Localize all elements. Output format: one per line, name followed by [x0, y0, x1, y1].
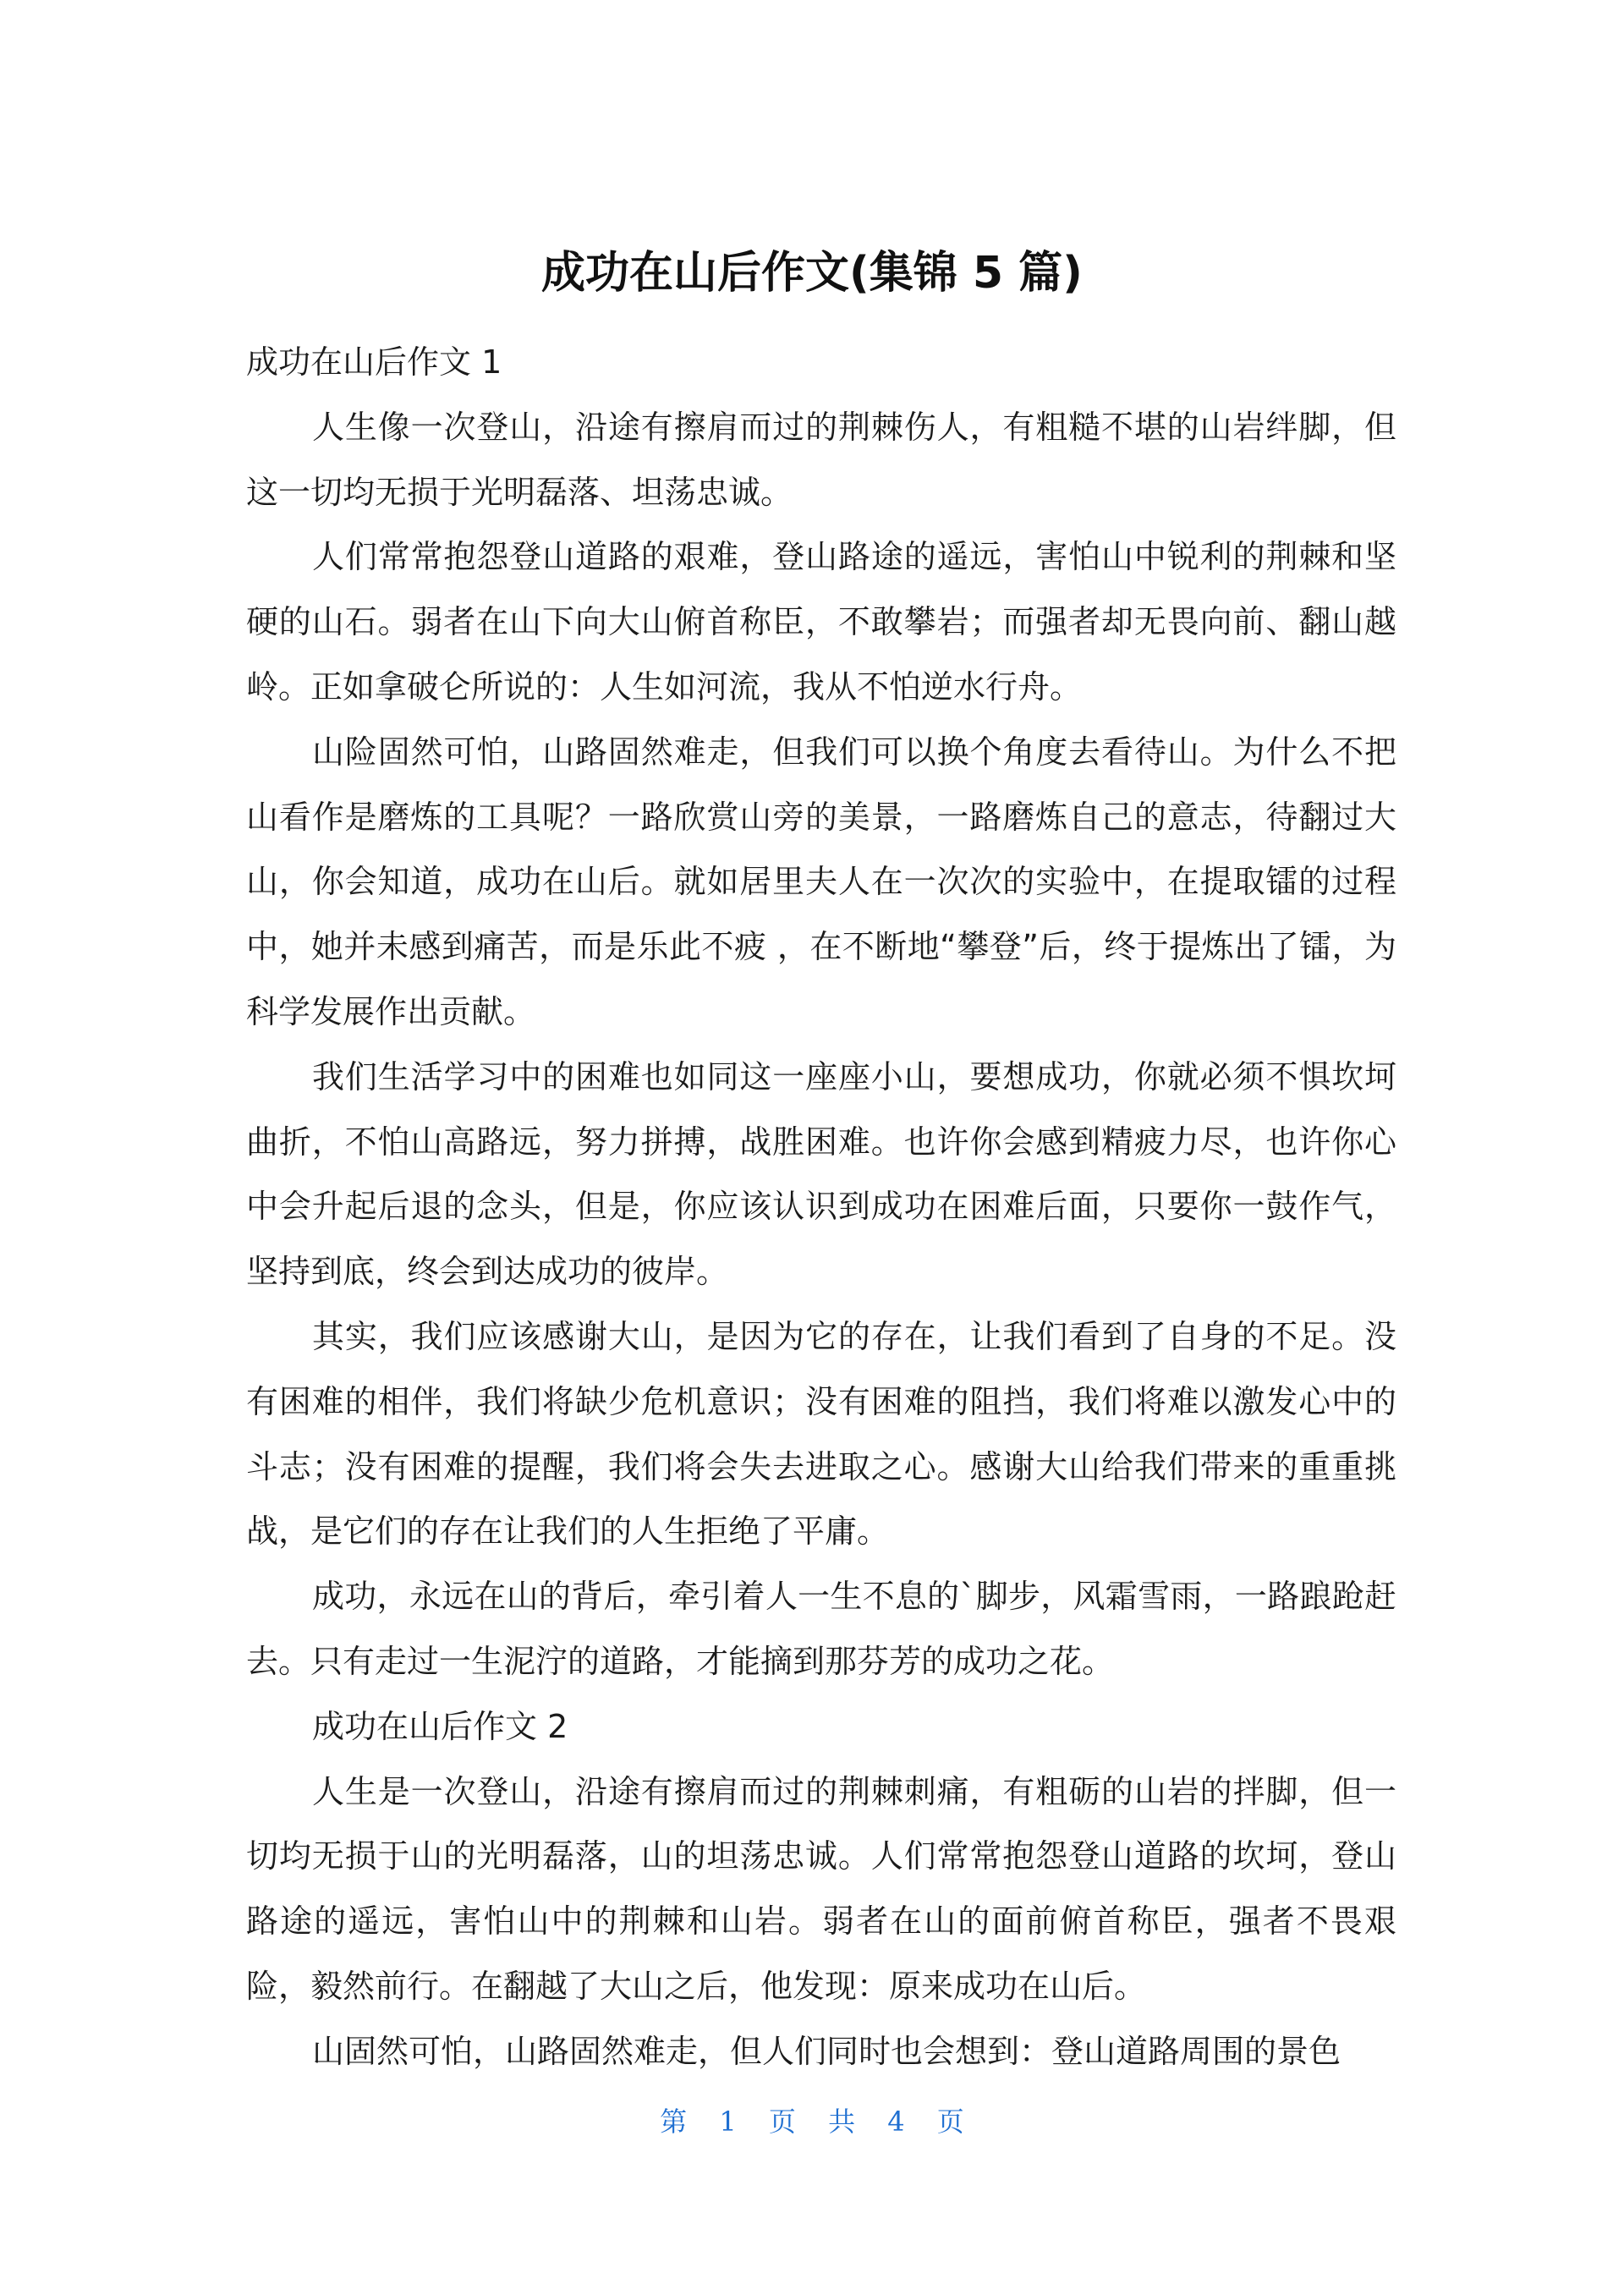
- footer-total-label: 共: [828, 2106, 856, 2138]
- paragraph: 我们生活学习中的困难也如同这一座座小山，要想成功，你就必须不惧坎坷曲折，不怕山高路远，努力拼搏，战胜困难。也许你会感到精疲力尽，也许你心中会升起后退的念头，但是，你应该认识到成功在困难后面，只要你一鼓作气，坚持到底，终会到达成功的彼岸。: [246, 1057, 1396, 1291]
- footer-prefix: 第: [660, 2106, 688, 2138]
- footer-suffix: 页: [936, 2106, 964, 2138]
- paragraph: 人们常常抱怨登山道路的艰难，登山路途的遥远，害怕山中锐利的荆棘和坚硬的山石。弱者在山下向大山俯首称臣，不敢攀岩；而强者却无畏向前、翻山越岭。正如拿破仑所说的：人生如河流，我从不怕逆水行舟。: [246, 538, 1396, 706]
- footer-page-number: 1: [719, 2106, 737, 2138]
- paragraph: 山固然可怕，山路固然难走，但人们同时也会想到：登山道路周围的景色: [312, 2032, 1341, 2070]
- paragraph: 山险固然可怕，山路固然难走，但我们可以换个角度去看待山。为什么不把山看作是磨炼的工具呢？一路欣赏山旁的美景，一路磨炼自己的意志，待翻过大山，你会知道，成功在山后。就如居里夫人在一次次的实验中，在提取镭的过程中，她并未感到痛苦，而是乐此不疲 ，在不断地“攀登”后，终于提炼出了镭，为科学发展作出贡献。: [246, 733, 1396, 1030]
- section-heading-2: 成功在山后作文 2: [312, 1707, 568, 1745]
- paragraph: 成功，永远在山的背后，牵引着人一生不息的`脚步，风霜雪雨，一路踉跄赶去。只有走过一生泥泞的道路，才能摘到那芬芳的成功之花。: [246, 1578, 1396, 1680]
- paragraph: 人生是一次登山，沿途有擦肩而过的荆棘刺痛，有粗砺的山岩的拌脚，但一切均无损于山的光明磊落，山的坦荡忠诚。人们常常抱怨登山道路的坎坷，登山路途的遥远，害怕山中的荆棘和山岩。弱者在山的面前俯首称臣，强者不畏艰险，毅然前行。在翻越了大山之后，他发现：原来成功在山后。: [246, 1772, 1396, 2005]
- paragraph: 人生像一次登山，沿途有擦肩而过的荆棘伤人，有粗糙不堪的山岩绊脚，但这一切均无损于光明磊落、坦荡忠诚。: [246, 408, 1396, 511]
- document-body: [246, 330, 1396, 2084]
- page-footer: [0, 2103, 1624, 2140]
- paragraph: 其实，我们应该感谢大山，是因为它的存在，让我们看到了自身的不足。没有困难的相伴，我们将缺少危机意识；没有困难的阻挡，我们将难以激发心中的斗志；没有困难的提醒，我们将会失去进取之心。感谢大山给我们带来的重重挑战，是它们的存在让我们的人生拒绝了平庸。: [246, 1317, 1396, 1551]
- document-title: 成功在山后作文(集锦 5 篇): [541, 248, 1083, 299]
- section-heading-1: 成功在山后作文 1: [246, 343, 502, 381]
- footer-page-label: 页: [768, 2106, 796, 2138]
- footer-total-pages: 4: [887, 2106, 905, 2138]
